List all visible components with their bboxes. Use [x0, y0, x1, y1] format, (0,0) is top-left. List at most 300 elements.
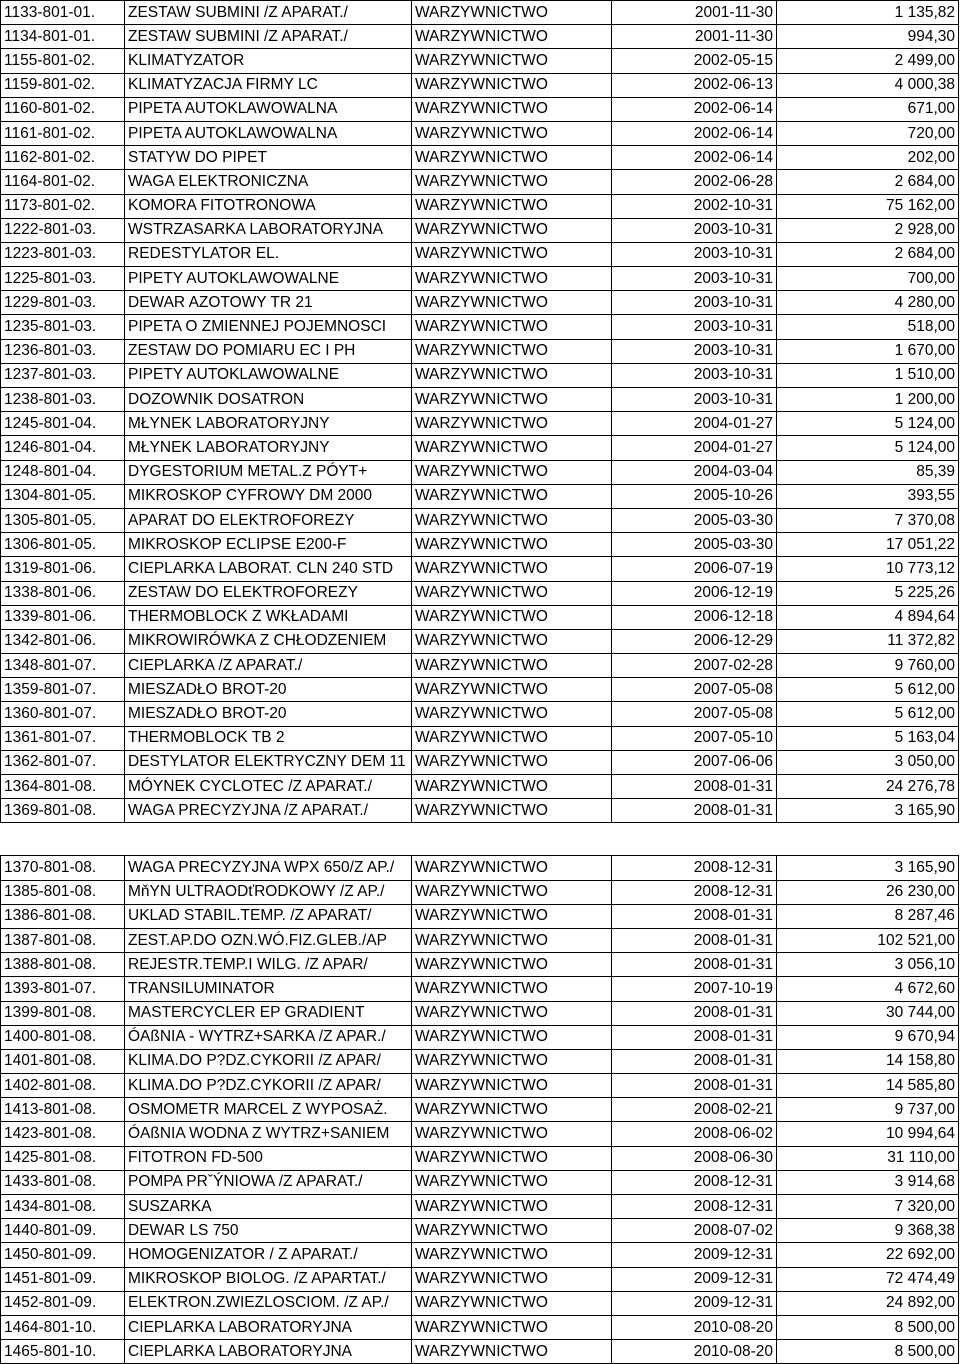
department-cell: WARZYWNICTWO — [412, 702, 612, 726]
table-row — [1, 1315, 959, 1339]
date-cell: 2007-02-28 — [612, 654, 777, 678]
value-cell: 4 672,60 — [777, 977, 959, 1001]
inventory-number-cell: 1225-801-03. — [1, 267, 125, 291]
table-row — [1, 1049, 959, 1073]
item-name-cell: MIESZADŁO BROT-20 — [125, 678, 412, 702]
inventory-number-cell: 1413-801-08. — [1, 1098, 125, 1122]
department-cell: WARZYWNICTWO — [412, 1, 612, 25]
inventory-number-cell: 1162-801-02. — [1, 146, 125, 170]
table-row — [1, 25, 959, 49]
table-row — [1, 678, 959, 702]
value-cell: 9 760,00 — [777, 654, 959, 678]
table-row — [1, 218, 959, 242]
inventory-number-cell: 1160-801-02. — [1, 97, 125, 121]
department-cell: WARZYWNICTWO — [412, 1315, 612, 1339]
table-row — [1, 1170, 959, 1194]
item-name-cell: PIPETA AUTOKLAWOWALNA — [125, 121, 412, 145]
item-name-cell: ZESTAW DO ELEKTROFOREZY — [125, 581, 412, 605]
table-row — [1, 1074, 959, 1098]
department-cell: WARZYWNICTWO — [412, 25, 612, 49]
department-cell: WARZYWNICTWO — [412, 953, 612, 977]
item-name-cell: FITOTRON FD-500 — [125, 1146, 412, 1170]
date-cell: 2008-01-31 — [612, 1049, 777, 1073]
table-row — [1, 702, 959, 726]
item-name-cell: TRANSILUMINATOR — [125, 977, 412, 1001]
item-name-cell: WAGA PRECYZYJNA /Z APARAT./ — [125, 799, 412, 823]
department-cell: WARZYWNICTWO — [412, 1219, 612, 1243]
table-row — [1, 605, 959, 629]
table-row — [1, 856, 959, 880]
value-cell: 8 500,00 — [777, 1315, 959, 1339]
value-cell: 31 110,00 — [777, 1146, 959, 1170]
value-cell: 700,00 — [777, 267, 959, 291]
date-cell: 2002-05-15 — [612, 49, 777, 73]
department-cell: WARZYWNICTWO — [412, 412, 612, 436]
item-name-cell: MŁYNEK LABORATORYJNY — [125, 436, 412, 460]
department-cell: WARZYWNICTWO — [412, 170, 612, 194]
date-cell: 2004-01-27 — [612, 412, 777, 436]
table-row — [1, 904, 959, 928]
inventory-number-cell: 1423-801-08. — [1, 1122, 125, 1146]
value-cell: 393,55 — [777, 484, 959, 508]
date-cell: 2003-10-31 — [612, 291, 777, 315]
department-cell: WARZYWNICTWO — [412, 218, 612, 242]
value-cell: 102 521,00 — [777, 928, 959, 952]
date-cell: 2008-06-30 — [612, 1146, 777, 1170]
inventory-number-cell: 1338-801-06. — [1, 581, 125, 605]
department-cell: WARZYWNICTWO — [412, 194, 612, 218]
item-name-cell: CIEPLARKA /Z APARAT./ — [125, 654, 412, 678]
inventory-number-cell: 1361-801-07. — [1, 726, 125, 750]
date-cell: 2010-08-20 — [612, 1340, 777, 1364]
date-cell: 2009-12-31 — [612, 1243, 777, 1267]
date-cell: 2008-12-31 — [612, 1170, 777, 1194]
department-cell: WARZYWNICTWO — [412, 856, 612, 880]
date-cell: 2008-12-31 — [612, 880, 777, 904]
department-cell: WARZYWNICTWO — [412, 73, 612, 97]
item-name-cell: STATYW DO PIPET — [125, 146, 412, 170]
department-cell: WARZYWNICTWO — [412, 1049, 612, 1073]
item-name-cell: KLIMA.DO P?DZ.CYKORII /Z APAR/ — [125, 1049, 412, 1073]
inventory-number-cell: 1434-801-08. — [1, 1195, 125, 1219]
department-cell: WARZYWNICTWO — [412, 388, 612, 412]
table-row — [1, 880, 959, 904]
table-row — [1, 1267, 959, 1291]
department-cell: WARZYWNICTWO — [412, 1291, 612, 1315]
value-cell: 1 200,00 — [777, 388, 959, 412]
inventory-number-cell: 1369-801-08. — [1, 799, 125, 823]
inventory-number-cell: 1360-801-07. — [1, 702, 125, 726]
inventory-number-cell: 1305-801-05. — [1, 508, 125, 532]
inventory-number-cell: 1236-801-03. — [1, 339, 125, 363]
date-cell: 2007-05-08 — [612, 678, 777, 702]
date-cell: 2007-05-10 — [612, 726, 777, 750]
table-row — [1, 170, 959, 194]
value-cell: 1 510,00 — [777, 363, 959, 387]
date-cell: 2003-10-31 — [612, 363, 777, 387]
department-cell: WARZYWNICTWO — [412, 775, 612, 799]
item-name-cell: MIKROSKOP CYFROWY DM 2000 — [125, 484, 412, 508]
date-cell: 2008-01-31 — [612, 928, 777, 952]
item-name-cell: CIEPLARKA LABORATORYJNA — [125, 1315, 412, 1339]
date-cell: 2006-12-29 — [612, 629, 777, 653]
table-row — [1, 799, 959, 823]
table-row — [1, 629, 959, 653]
date-cell: 2009-12-31 — [612, 1267, 777, 1291]
value-cell: 14 158,80 — [777, 1049, 959, 1073]
item-name-cell: REDESTYLATOR EL. — [125, 242, 412, 266]
value-cell: 9 368,38 — [777, 1219, 959, 1243]
inventory-number-cell: 1159-801-02. — [1, 73, 125, 97]
table-row — [1, 1001, 959, 1025]
inventory-number-cell: 1386-801-08. — [1, 904, 125, 928]
date-cell: 2002-06-14 — [612, 121, 777, 145]
item-name-cell: APARAT DO ELEKTROFOREZY — [125, 508, 412, 532]
item-name-cell: MIKROSKOP ECLIPSE E200-F — [125, 533, 412, 557]
inventory-number-cell: 1304-801-05. — [1, 484, 125, 508]
table-row — [1, 1098, 959, 1122]
inventory-number-cell: 1319-801-06. — [1, 557, 125, 581]
department-cell: WARZYWNICTWO — [412, 799, 612, 823]
department-cell: WARZYWNICTWO — [412, 315, 612, 339]
department-cell: WARZYWNICTWO — [412, 1195, 612, 1219]
table-row — [1, 49, 959, 73]
value-cell: 24 276,78 — [777, 775, 959, 799]
table-row — [1, 1146, 959, 1170]
department-cell: WARZYWNICTWO — [412, 121, 612, 145]
inventory-number-cell: 1237-801-03. — [1, 363, 125, 387]
inventory-number-cell: 1161-801-02. — [1, 121, 125, 145]
inventory-number-cell: 1362-801-07. — [1, 750, 125, 774]
table-row — [1, 1291, 959, 1315]
inventory-number-cell: 1246-801-04. — [1, 436, 125, 460]
department-cell: WARZYWNICTWO — [412, 654, 612, 678]
value-cell: 10 773,12 — [777, 557, 959, 581]
inventory-number-cell: 1164-801-02. — [1, 170, 125, 194]
inventory-number-cell: 1155-801-02. — [1, 49, 125, 73]
item-name-cell: DESTYLATOR ELEKTRYCZNY DEM 11 — [125, 750, 412, 774]
value-cell: 2 499,00 — [777, 49, 959, 73]
department-cell: WARZYWNICTWO — [412, 1001, 612, 1025]
inventory-number-cell: 1370-801-08. — [1, 856, 125, 880]
table-row — [1, 977, 959, 1001]
item-name-cell: REJESTR.TEMP.I WILG. /Z APAR/ — [125, 953, 412, 977]
value-cell: 72 474,49 — [777, 1267, 959, 1291]
table-row — [1, 388, 959, 412]
inventory-number-cell: 1400-801-08. — [1, 1025, 125, 1049]
department-cell: WARZYWNICTWO — [412, 1267, 612, 1291]
value-cell: 5 225,26 — [777, 581, 959, 605]
inventory-number-cell: 1465-801-10. — [1, 1340, 125, 1364]
table-row — [1, 339, 959, 363]
table-row — [1, 460, 959, 484]
date-cell: 2008-12-31 — [612, 856, 777, 880]
department-cell: WARZYWNICTWO — [412, 436, 612, 460]
table-row — [1, 581, 959, 605]
table-row — [1, 242, 959, 266]
date-cell: 2006-07-19 — [612, 557, 777, 581]
inventory-number-cell: 1245-801-04. — [1, 412, 125, 436]
inventory-number-cell: 1342-801-06. — [1, 629, 125, 653]
date-cell: 2004-03-04 — [612, 460, 777, 484]
date-cell: 2004-01-27 — [612, 436, 777, 460]
value-cell: 4 280,00 — [777, 291, 959, 315]
table-row — [1, 146, 959, 170]
department-cell: WARZYWNICTWO — [412, 1170, 612, 1194]
department-cell: WARZYWNICTWO — [412, 49, 612, 73]
table-row — [1, 928, 959, 952]
department-cell: WARZYWNICTWO — [412, 242, 612, 266]
value-cell: 9 737,00 — [777, 1098, 959, 1122]
table-row — [1, 267, 959, 291]
date-cell: 2002-06-14 — [612, 146, 777, 170]
value-cell: 75 162,00 — [777, 194, 959, 218]
inventory-number-cell: 1223-801-03. — [1, 242, 125, 266]
department-cell: WARZYWNICTWO — [412, 533, 612, 557]
date-cell: 2010-08-20 — [612, 1315, 777, 1339]
item-name-cell: KOMORA FITOTRONOWA — [125, 194, 412, 218]
department-cell: WARZYWNICTWO — [412, 146, 612, 170]
date-cell: 2003-10-31 — [612, 218, 777, 242]
date-cell: 2008-01-31 — [612, 775, 777, 799]
table-row — [1, 121, 959, 145]
department-cell: WARZYWNICTWO — [412, 977, 612, 1001]
item-name-cell: DEWAR LS 750 — [125, 1219, 412, 1243]
inventory-number-cell: 1339-801-06. — [1, 605, 125, 629]
section-gap — [1, 823, 959, 856]
date-cell: 2002-06-28 — [612, 170, 777, 194]
department-cell: WARZYWNICTWO — [412, 363, 612, 387]
department-cell: WARZYWNICTWO — [412, 605, 612, 629]
inventory-number-cell: 1388-801-08. — [1, 953, 125, 977]
date-cell: 2001-11-30 — [612, 25, 777, 49]
inventory-number-cell: 1229-801-03. — [1, 291, 125, 315]
item-name-cell: OSMOMETR MARCEL Z WYPOSAŻ. — [125, 1098, 412, 1122]
value-cell: 4 000,38 — [777, 73, 959, 97]
item-name-cell: ZESTAW DO POMIARU EC I PH — [125, 339, 412, 363]
item-name-cell: THERMOBLOCK TB 2 — [125, 726, 412, 750]
item-name-cell: ZESTAW SUBMINI /Z APARAT./ — [125, 25, 412, 49]
table-row — [1, 1219, 959, 1243]
value-cell: 30 744,00 — [777, 1001, 959, 1025]
date-cell: 2003-10-31 — [612, 242, 777, 266]
department-cell: WARZYWNICTWO — [412, 904, 612, 928]
department-cell: WARZYWNICTWO — [412, 1074, 612, 1098]
department-cell: WARZYWNICTWO — [412, 339, 612, 363]
value-cell: 26 230,00 — [777, 880, 959, 904]
table-row — [1, 1195, 959, 1219]
inventory-number-cell: 1387-801-08. — [1, 928, 125, 952]
date-cell: 2007-10-19 — [612, 977, 777, 1001]
item-name-cell: UKLAD STABIL.TEMP. /Z APARAT/ — [125, 904, 412, 928]
value-cell: 7 320,00 — [777, 1195, 959, 1219]
item-name-cell: DOZOWNIK DOSATRON — [125, 388, 412, 412]
department-cell: WARZYWNICTWO — [412, 1025, 612, 1049]
item-name-cell: MIESZADŁO BROT-20 — [125, 702, 412, 726]
item-name-cell: ÓAßNIA - WYTRZ+SARKA /Z APAR./ — [125, 1025, 412, 1049]
item-name-cell: WAGA PRECYZYJNA WPX 650/Z AP./ — [125, 856, 412, 880]
department-cell: WARZYWNICTWO — [412, 1146, 612, 1170]
item-name-cell: CIEPLARKA LABORAT. CLN 240 STD — [125, 557, 412, 581]
value-cell: 671,00 — [777, 97, 959, 121]
item-name-cell: MIKROWIRÓWKA Z CHŁODZENIEM — [125, 629, 412, 653]
value-cell: 5 612,00 — [777, 678, 959, 702]
item-name-cell: PIPETY AUTOKLAWOWALNE — [125, 267, 412, 291]
value-cell: 2 928,00 — [777, 218, 959, 242]
value-cell: 14 585,80 — [777, 1074, 959, 1098]
value-cell: 17 051,22 — [777, 533, 959, 557]
date-cell: 2006-12-19 — [612, 581, 777, 605]
department-cell: WARZYWNICTWO — [412, 508, 612, 532]
item-name-cell: MŁYNEK LABORATORYJNY — [125, 412, 412, 436]
value-cell: 4 894,64 — [777, 605, 959, 629]
item-name-cell: KLIMATYZACJA FIRMY LC — [125, 73, 412, 97]
table-row — [1, 1243, 959, 1267]
inventory-number-cell: 1306-801-05. — [1, 533, 125, 557]
department-cell: WARZYWNICTWO — [412, 629, 612, 653]
date-cell: 2002-06-14 — [612, 97, 777, 121]
department-cell: WARZYWNICTWO — [412, 1340, 612, 1364]
item-name-cell: PIPETA O ZMIENNEJ POJEMNOSCI — [125, 315, 412, 339]
inventory-number-cell: 1133-801-01. — [1, 1, 125, 25]
item-name-cell: ZESTAW SUBMINI /Z APARAT./ — [125, 1, 412, 25]
value-cell: 85,39 — [777, 460, 959, 484]
table-row — [1, 412, 959, 436]
date-cell: 2003-10-31 — [612, 339, 777, 363]
inventory-number-cell: 1173-801-02. — [1, 194, 125, 218]
date-cell: 2001-11-30 — [612, 1, 777, 25]
table-row — [1, 436, 959, 460]
date-cell: 2008-07-02 — [612, 1219, 777, 1243]
item-name-cell: ELEKTRON.ZWIEZLOSCIOM. /Z AP./ — [125, 1291, 412, 1315]
department-cell: WARZYWNICTWO — [412, 291, 612, 315]
item-name-cell: WAGA ELEKTRONICZNA — [125, 170, 412, 194]
value-cell: 24 892,00 — [777, 1291, 959, 1315]
table-row — [1, 73, 959, 97]
department-cell: WARZYWNICTWO — [412, 484, 612, 508]
item-name-cell: MASTERCYCLER EP GRADIENT — [125, 1001, 412, 1025]
department-cell: WARZYWNICTWO — [412, 581, 612, 605]
inventory-number-cell: 1235-801-03. — [1, 315, 125, 339]
table-row — [1, 484, 959, 508]
value-cell: 5 612,00 — [777, 702, 959, 726]
table-row — [1, 194, 959, 218]
department-cell: WARZYWNICTWO — [412, 460, 612, 484]
table-row — [1, 775, 959, 799]
inventory-number-cell: 1238-801-03. — [1, 388, 125, 412]
department-cell: WARZYWNICTWO — [412, 557, 612, 581]
inventory-number-cell: 1450-801-09. — [1, 1243, 125, 1267]
department-cell: WARZYWNICTWO — [412, 678, 612, 702]
item-name-cell: CIEPLARKA LABORATORYJNA — [125, 1340, 412, 1364]
value-cell: 2 684,00 — [777, 170, 959, 194]
date-cell: 2008-01-31 — [612, 904, 777, 928]
value-cell: 7 370,08 — [777, 508, 959, 532]
date-cell: 2008-12-31 — [612, 1195, 777, 1219]
value-cell: 1 670,00 — [777, 339, 959, 363]
item-name-cell: HOMOGENIZATOR / Z APARAT./ — [125, 1243, 412, 1267]
item-name-cell: DYGESTORIUM METAL.Z PÓYT+ — [125, 460, 412, 484]
item-name-cell: KLIMATYZATOR — [125, 49, 412, 73]
department-cell: WARZYWNICTWO — [412, 880, 612, 904]
inventory-number-cell: 1440-801-09. — [1, 1219, 125, 1243]
table-row — [1, 726, 959, 750]
table-row — [1, 1122, 959, 1146]
inventory-number-cell: 1248-801-04. — [1, 460, 125, 484]
inventory-number-cell: 1452-801-09. — [1, 1291, 125, 1315]
value-cell: 202,00 — [777, 146, 959, 170]
date-cell: 2003-10-31 — [612, 388, 777, 412]
inventory-number-cell: 1402-801-08. — [1, 1074, 125, 1098]
item-name-cell: MňYN ULTRAODťRODKOWY /Z AP./ — [125, 880, 412, 904]
inventory-number-cell: 1348-801-07. — [1, 654, 125, 678]
value-cell: 5 124,00 — [777, 436, 959, 460]
item-name-cell: PIPETY AUTOKLAWOWALNE — [125, 363, 412, 387]
item-name-cell: PIPETA AUTOKLAWOWALNA — [125, 97, 412, 121]
department-cell: WARZYWNICTWO — [412, 97, 612, 121]
date-cell: 2006-12-18 — [612, 605, 777, 629]
value-cell: 22 692,00 — [777, 1243, 959, 1267]
inventory-number-cell: 1451-801-09. — [1, 1267, 125, 1291]
table-row — [1, 750, 959, 774]
date-cell: 2008-01-31 — [612, 1001, 777, 1025]
item-name-cell: ZEST.AP.DO OZN.WÓ.FIZ.GLEB./AP — [125, 928, 412, 952]
value-cell: 11 372,82 — [777, 629, 959, 653]
item-name-cell: KLIMA.DO P?DZ.CYKORII /Z APAR/ — [125, 1074, 412, 1098]
value-cell: 994,30 — [777, 25, 959, 49]
item-name-cell: WSTRZASARKA LABORATORYJNA — [125, 218, 412, 242]
value-cell: 3 914,68 — [777, 1170, 959, 1194]
table-row — [1, 508, 959, 532]
date-cell: 2003-10-31 — [612, 267, 777, 291]
value-cell: 2 684,00 — [777, 242, 959, 266]
value-cell: 10 994,64 — [777, 1122, 959, 1146]
item-name-cell: SUSZARKA — [125, 1195, 412, 1219]
department-cell: WARZYWNICTWO — [412, 1243, 612, 1267]
table-row — [1, 97, 959, 121]
table-row — [1, 533, 959, 557]
item-name-cell: ÓAßNIA WODNA Z WYTRZ+SANIEM — [125, 1122, 412, 1146]
date-cell: 2005-03-30 — [612, 533, 777, 557]
department-cell: WARZYWNICTWO — [412, 726, 612, 750]
inventory-number-cell: 1222-801-03. — [1, 218, 125, 242]
item-name-cell: THERMOBLOCK Z WKŁADAMI — [125, 605, 412, 629]
section-gap-cell — [1, 823, 959, 856]
value-cell: 1 135,82 — [777, 1, 959, 25]
table-row — [1, 291, 959, 315]
inventory-number-cell: 1134-801-01. — [1, 25, 125, 49]
value-cell: 5 124,00 — [777, 412, 959, 436]
date-cell: 2008-01-31 — [612, 799, 777, 823]
value-cell: 3 056,10 — [777, 953, 959, 977]
inventory-number-cell: 1364-801-08. — [1, 775, 125, 799]
inventory-number-cell: 1433-801-08. — [1, 1170, 125, 1194]
date-cell: 2005-10-26 — [612, 484, 777, 508]
date-cell: 2008-01-31 — [612, 1025, 777, 1049]
inventory-number-cell: 1401-801-08. — [1, 1049, 125, 1073]
date-cell: 2008-01-31 — [612, 1074, 777, 1098]
date-cell: 2008-01-31 — [612, 953, 777, 977]
item-name-cell: MÓYNEK CYCLOTEC /Z APARAT./ — [125, 775, 412, 799]
table-row — [1, 363, 959, 387]
table-row — [1, 315, 959, 339]
value-cell: 8 500,00 — [777, 1340, 959, 1364]
value-cell: 3 050,00 — [777, 750, 959, 774]
item-name-cell: DEWAR AZOTOWY TR 21 — [125, 291, 412, 315]
inventory-number-cell: 1385-801-08. — [1, 880, 125, 904]
value-cell: 720,00 — [777, 121, 959, 145]
inventory-number-cell: 1464-801-10. — [1, 1315, 125, 1339]
